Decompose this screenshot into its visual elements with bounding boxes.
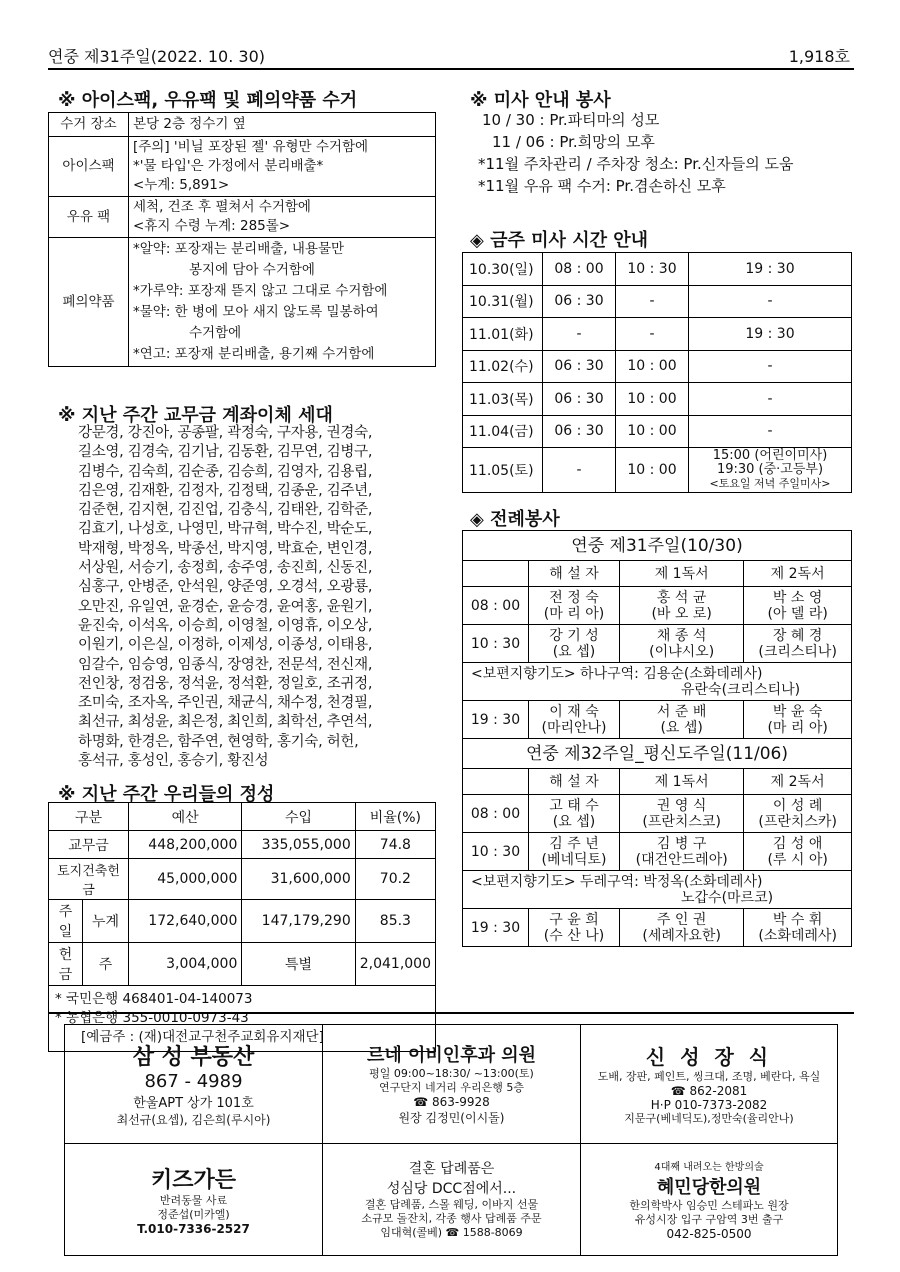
mass-date: 10.30(일) bbox=[463, 253, 543, 286]
ad-grid bbox=[64, 1024, 838, 1256]
ad-line: 소규모 돌잔치, 각종 행사 답례품 주문 bbox=[361, 1212, 542, 1226]
service-line: *11월 주차관리 / 주차장 청소: Pr.신자들의 도움 bbox=[478, 155, 794, 173]
server-name: 박 윤 숙 bbox=[772, 703, 823, 720]
page-header bbox=[48, 40, 854, 70]
mass-time: 10 : 00 bbox=[616, 448, 689, 493]
server-cell bbox=[529, 795, 620, 833]
name-line: 김은영, 김재환, 김정자, 김정택, 김종운, 김주년, bbox=[78, 482, 373, 499]
transfer-name-list bbox=[78, 424, 438, 771]
server-baptismal: (프란치스코) bbox=[642, 813, 721, 830]
mass-time: 10 : 00 bbox=[616, 415, 689, 448]
mass-row bbox=[463, 253, 852, 286]
mass-time-line: <토요일 저녁 주일미사> bbox=[709, 477, 831, 490]
server-name: 권 영 식 bbox=[656, 797, 707, 814]
server-baptismal: (마리안나) bbox=[541, 719, 607, 736]
blank-cell bbox=[463, 769, 529, 795]
ad-line: 유성시장 입구 구암역 3번 출구 bbox=[634, 1212, 784, 1226]
server-baptismal: (크리스티나) bbox=[758, 643, 837, 660]
col-header: 예산 bbox=[129, 803, 242, 831]
name-line: 윤진숙, 이석옥, 이승희, 이영철, 이영휴, 이오상, bbox=[78, 617, 373, 634]
ad-line: 평일 09:00~18:30/ ~13:00(토) bbox=[369, 1067, 534, 1081]
mass-date: 11.02(수) bbox=[463, 350, 543, 383]
table-row bbox=[49, 859, 436, 900]
ad-kids-garden bbox=[65, 1143, 323, 1255]
name-line: 서상원, 서승기, 송정희, 송주영, 송진희, 신동진, bbox=[78, 560, 373, 577]
ad-title: 키즈가든 bbox=[150, 1167, 236, 1193]
mass-time-line: 19:30 (중·고등부) bbox=[716, 462, 824, 477]
mass-time: - bbox=[689, 383, 852, 416]
blank-cell bbox=[463, 561, 529, 587]
special-label: 특별 bbox=[242, 943, 355, 986]
ad-phone: T.010-7336-2527 bbox=[137, 1221, 250, 1236]
mass-time: - bbox=[616, 318, 689, 351]
col-header: 비율(%) bbox=[355, 803, 435, 831]
ad-hyeminDang bbox=[581, 1143, 838, 1255]
special-amount: 2,041,000 bbox=[355, 943, 435, 986]
mass-time: - bbox=[689, 415, 852, 448]
name-line: 최선규, 최성윤, 최은정, 최인희, 최학선, 추연석, bbox=[78, 714, 373, 731]
mass-row bbox=[463, 415, 852, 448]
table-row bbox=[49, 943, 436, 986]
server-cell bbox=[620, 587, 744, 625]
ad-ent-clinic bbox=[323, 1025, 581, 1144]
row-content bbox=[129, 238, 436, 367]
table-row bbox=[463, 833, 852, 871]
server-cell bbox=[744, 909, 852, 947]
budget: 448,200,000 bbox=[129, 831, 242, 859]
budget: 45,000,000 bbox=[129, 859, 242, 900]
ad-line: 정준섭(미카엘) bbox=[157, 1207, 230, 1221]
line: 수거함에 bbox=[189, 325, 242, 341]
offering-title: ※ 지난 주간 우리들의 정성 bbox=[58, 784, 275, 805]
server-baptismal: (마 리 아) bbox=[543, 605, 605, 622]
server-cell bbox=[529, 701, 620, 739]
table-row bbox=[463, 587, 852, 625]
server-name: 이 재 숙 bbox=[549, 703, 599, 720]
name-line: 임갈수, 임승영, 임종식, 장영찬, 전문석, 전신재, bbox=[78, 656, 373, 673]
service-line: *11월 우유 팩 수거: Pr.겸손하신 모후 bbox=[478, 177, 726, 195]
prayer-row bbox=[463, 871, 852, 909]
col-header: 해 설 자 bbox=[529, 769, 620, 795]
row-content: 본당 2층 정수기 옆 bbox=[129, 113, 436, 137]
col-header-row bbox=[463, 561, 852, 587]
row-content bbox=[129, 197, 436, 238]
mass-time-table bbox=[462, 252, 852, 493]
server-baptismal: (프란치스카) bbox=[758, 813, 837, 830]
budget: 172,640,000 bbox=[129, 900, 242, 943]
server-name: 김 성 애 bbox=[772, 835, 823, 852]
week-title: 연중 제31주일(10/30) bbox=[463, 531, 852, 561]
server-baptismal: (바 오 로) bbox=[651, 605, 712, 622]
server-name: 채 종 석 bbox=[656, 627, 707, 644]
server-cell bbox=[744, 625, 852, 663]
mass-date: 10.31(월) bbox=[463, 285, 543, 318]
ad-line: 최선규(요셉), 김은희(루시아) bbox=[116, 1112, 271, 1127]
ad-line: 원장 김정민(이시돌) bbox=[398, 1111, 505, 1126]
ad-line: 한울APT 상가 101호 bbox=[133, 1095, 254, 1111]
col-header: 해 설 자 bbox=[529, 561, 620, 587]
server-name: 박 소 영 bbox=[772, 589, 823, 606]
name-line: 길소영, 김경숙, 김기남, 김동환, 김무연, 김병구, bbox=[78, 444, 373, 461]
name-line: 박재형, 박정옥, 박종선, 박지영, 박효순, 변인경, bbox=[78, 540, 373, 557]
server-name: 서 준 배 bbox=[656, 703, 707, 720]
line: *'물 타입'은 가정에서 분리배출* bbox=[133, 158, 324, 174]
line: 봉지에 담아 수거함에 bbox=[189, 262, 315, 278]
server-cell bbox=[620, 625, 744, 663]
server-cell bbox=[744, 833, 852, 871]
mass-time: 08 : 00 bbox=[543, 253, 616, 286]
ad-title: 신 성 장 식 bbox=[645, 1045, 773, 1070]
col-header-row bbox=[463, 769, 852, 795]
mass-row bbox=[463, 285, 852, 318]
prayer-row bbox=[463, 663, 852, 701]
mass-time: 08 : 00 bbox=[463, 587, 529, 625]
name-line: 하명화, 한경은, 함주연, 현영학, 홍기숙, 허헌, bbox=[78, 733, 359, 750]
icepack-table bbox=[48, 112, 436, 367]
server-name: 강 기 성 bbox=[549, 627, 599, 644]
mass-time: 06 : 30 bbox=[543, 350, 616, 383]
table-row bbox=[463, 701, 852, 739]
mass-time: 08 : 00 bbox=[463, 795, 529, 833]
server-baptismal: (이냐시오) bbox=[649, 643, 715, 660]
ad-line: 반려동물 사료 bbox=[159, 1193, 228, 1207]
ad-phone: ☎ 862-2081 bbox=[670, 1084, 748, 1099]
table-row bbox=[49, 113, 436, 137]
service-line: 10 / 30 : Pr.파티마의 성모 bbox=[482, 111, 660, 129]
mass-title: ◈ 금주 미사 시간 안내 bbox=[470, 230, 649, 251]
mass-time: - bbox=[616, 285, 689, 318]
mass-date: 11.01(화) bbox=[463, 318, 543, 351]
transfer-title: ※ 지난 주간 교무금 계좌이체 세대 bbox=[58, 405, 333, 426]
table-row bbox=[49, 137, 436, 197]
ad-realestate bbox=[65, 1025, 323, 1144]
mass-row bbox=[463, 383, 852, 416]
name-line: 오만진, 유일연, 윤경순, 윤승경, 윤여홍, 윤원기, bbox=[78, 598, 373, 615]
server-baptismal: (요 셉) bbox=[552, 813, 596, 830]
name-line: 김준현, 김지현, 김진업, 김충식, 김태완, 김학준, bbox=[78, 502, 373, 519]
ad-phone: H·P 010-7373-2082 bbox=[650, 1098, 768, 1113]
offering-table bbox=[48, 802, 436, 1052]
mass-time: - bbox=[543, 448, 616, 493]
mass-time: 10 : 00 bbox=[616, 383, 689, 416]
mass-date: 11.03(목) bbox=[463, 383, 543, 416]
ad-line: 결혼 답례품, 스몰 웨딩, 이바지 선물 bbox=[364, 1198, 539, 1212]
ad-title: 성심당 DCC점에서... bbox=[386, 1181, 517, 1198]
server-name: 전 정 숙 bbox=[549, 589, 599, 606]
mass-time: 10 : 00 bbox=[616, 350, 689, 383]
mass-time: 19 : 30 bbox=[689, 318, 852, 351]
service-line: 11 / 06 : Pr.희망의 모후 bbox=[492, 133, 655, 151]
server-baptismal: (대건안드레아) bbox=[635, 851, 728, 868]
server-name: 구 윤 희 bbox=[549, 911, 599, 928]
ad-title: 삼 성 부동산 bbox=[132, 1044, 255, 1070]
mass-time: 10 : 30 bbox=[616, 253, 689, 286]
server-baptismal: (루 시 아) bbox=[767, 851, 828, 868]
table-row bbox=[49, 831, 436, 859]
server-baptismal: (아 델 라) bbox=[767, 605, 828, 622]
ratio: 74.8 bbox=[355, 831, 435, 859]
table-row bbox=[49, 803, 436, 831]
ad-sungsimdang bbox=[323, 1143, 581, 1255]
server-name: 장 혜 경 bbox=[772, 627, 823, 644]
mass-time: 06 : 30 bbox=[543, 415, 616, 448]
row-label: 우유 팩 bbox=[49, 197, 129, 238]
server-cell bbox=[529, 587, 620, 625]
row-label: 아이스팩 bbox=[49, 137, 129, 197]
server-cell bbox=[744, 587, 852, 625]
ad-row bbox=[65, 1025, 838, 1144]
ad-subtitle: 4대째 내려오는 한방의술 bbox=[654, 1161, 764, 1173]
server-baptismal: (요 셉) bbox=[660, 719, 703, 736]
server-cell bbox=[620, 833, 744, 871]
issue-number: 1,918호 bbox=[788, 47, 850, 66]
week-header-row bbox=[463, 739, 852, 769]
mass-time: 10 : 30 bbox=[463, 625, 529, 663]
account-line: * 농협은행 355-0010-0973-43 bbox=[55, 1010, 249, 1026]
server-cell bbox=[620, 701, 744, 739]
ratio: 70.2 bbox=[355, 859, 435, 900]
name-line: 김효기, 나성호, 나영민, 박규혁, 박수진, 박순도, bbox=[78, 521, 373, 538]
prayer-line: <보편지향기도> 두레구역: 박정옥(소화데레사) bbox=[471, 873, 763, 890]
table-row bbox=[463, 909, 852, 947]
group-label: 주일 bbox=[49, 900, 83, 943]
line: [주의] '비닐 포장된 젤' 유형만 수거함에 bbox=[133, 139, 369, 155]
server-baptismal: (소화데레사) bbox=[758, 927, 837, 944]
server-baptismal: (베네딕토) bbox=[541, 851, 607, 868]
ad-phone: ☎ 863-9928 bbox=[413, 1095, 490, 1110]
server-cell bbox=[529, 909, 620, 947]
table-row bbox=[463, 795, 852, 833]
prayer-cell bbox=[463, 871, 852, 909]
server-name: 고 태 수 bbox=[549, 797, 599, 814]
server-baptismal: (요 셉) bbox=[552, 643, 596, 660]
server-name: 김 병 구 bbox=[656, 835, 707, 852]
service-list bbox=[478, 109, 858, 197]
mass-time: 19 : 30 bbox=[463, 909, 529, 947]
prayer-line: <보편지향기도> 하나구역: 김용순(소화데레사) bbox=[471, 665, 763, 682]
row-label: 수거 장소 bbox=[49, 113, 129, 137]
table-row bbox=[49, 900, 436, 943]
mass-row bbox=[463, 448, 852, 493]
prayer-line: 노갑수(마르코) bbox=[681, 889, 774, 906]
name-line: 조미숙, 조자옥, 주인권, 채균식, 채수정, 천경필, bbox=[78, 695, 373, 712]
name-line: 심홍구, 안병준, 안석원, 양준영, 오경석, 오광룡, bbox=[78, 579, 373, 596]
ratio: 85.3 bbox=[355, 900, 435, 943]
account-line: * 국민은행 468401-04-140073 bbox=[55, 991, 253, 1007]
liturgy-table bbox=[462, 530, 852, 947]
line: <누계: 5,891> bbox=[133, 177, 230, 193]
mass-time: - bbox=[543, 318, 616, 351]
ad-title: 혜민당한의원 bbox=[656, 1176, 762, 1198]
server-cell bbox=[620, 795, 744, 833]
week-header-row bbox=[463, 531, 852, 561]
income: 335,055,000 bbox=[242, 831, 355, 859]
liturgy-title: ◈ 전례봉사 bbox=[470, 509, 560, 530]
server-cell bbox=[529, 833, 620, 871]
week-title: 연중 제32주일_평신도주일(11/06) bbox=[463, 739, 852, 769]
server-baptismal: (세례자요한) bbox=[642, 927, 721, 944]
line: *물약: 한 병에 모아 새지 않도록 밀봉하여 bbox=[133, 304, 379, 320]
ad-line: 연구단지 네거리 우리은행 5층 bbox=[379, 1081, 524, 1095]
server-name: 홍 석 균 bbox=[656, 589, 707, 606]
server-cell bbox=[744, 795, 852, 833]
mass-time: 19 : 30 bbox=[689, 253, 852, 286]
mass-time-line: 15:00 (어린이미사) bbox=[712, 448, 828, 463]
server-cell bbox=[529, 625, 620, 663]
mass-time: 19 : 30 bbox=[463, 701, 529, 739]
icepack-title: ※ 아이스팩, 우유팩 및 폐의약품 수거 bbox=[58, 90, 358, 111]
mass-date: 11.04(금) bbox=[463, 415, 543, 448]
budget: 3,004,000 bbox=[129, 943, 242, 986]
ad-line: 한의학박사 임승민 스테파노 원장 bbox=[629, 1198, 789, 1212]
server-cell bbox=[620, 909, 744, 947]
mass-time bbox=[689, 448, 852, 493]
service-title: ※ 미사 안내 봉사 bbox=[470, 90, 611, 111]
issue-date: 연중 제31주일(2022. 10. 30) bbox=[48, 47, 265, 66]
col-header: 제 1독서 bbox=[620, 769, 744, 795]
col-header: 제 1독서 bbox=[620, 561, 744, 587]
category: 주 bbox=[83, 943, 129, 986]
table-row bbox=[49, 197, 436, 238]
ad-phone: 867 - 4989 bbox=[144, 1070, 243, 1092]
income: 147,179,290 bbox=[242, 900, 355, 943]
server-baptismal: (마 리 아) bbox=[767, 719, 828, 736]
mass-time: 10 : 30 bbox=[463, 833, 529, 871]
ad-title: 결혼 답례품은 bbox=[408, 1161, 495, 1178]
mass-date: 11.05(토) bbox=[463, 448, 543, 493]
ad-divider bbox=[48, 1012, 854, 1014]
col-header: 제 2독서 bbox=[744, 769, 852, 795]
line: *알약: 포장재는 분리배출, 내용물만 bbox=[133, 241, 345, 257]
col-header: 수입 bbox=[242, 803, 355, 831]
group-label: 헌금 bbox=[49, 943, 83, 986]
name-line: 전인창, 정검웅, 정석윤, 정석환, 정일호, 조귀정, bbox=[78, 675, 373, 692]
name-line: 홍석규, 홍성인, 홍승기, 황진성 bbox=[78, 753, 269, 770]
row-label: 폐의약품 bbox=[49, 238, 129, 367]
mass-row bbox=[463, 318, 852, 351]
ad-phone: 임대혁(콜베) ☎ 1588-8069 bbox=[380, 1226, 523, 1240]
table-row bbox=[463, 625, 852, 663]
name-line: 강문경, 강진아, 공종팔, 곽정숙, 구자용, 권경숙, bbox=[78, 425, 373, 441]
ad-line: 도배, 장판, 페인트, 씽크대, 조명, 베란다, 욕실 bbox=[597, 1070, 821, 1084]
category: 누계 bbox=[83, 900, 129, 943]
line: *연고: 포장재 분리배출, 용기째 수거함에 bbox=[133, 346, 375, 362]
mass-row bbox=[463, 350, 852, 383]
line: *가루약: 포장재 뜯지 않고 그대로 수거함에 bbox=[133, 283, 388, 299]
ad-phone: 042-825-0500 bbox=[666, 1226, 752, 1241]
category: 토지건축헌금 bbox=[49, 859, 129, 900]
income: 31,600,000 bbox=[242, 859, 355, 900]
ad-row bbox=[65, 1143, 838, 1255]
col-header: 제 2독서 bbox=[744, 561, 852, 587]
ad-interior bbox=[581, 1025, 838, 1144]
ad-line: 지문구(베네딕도),정만숙(율리안나) bbox=[624, 1112, 794, 1126]
ad-title: 르네 이비인후과 의원 bbox=[366, 1045, 537, 1067]
prayer-line: 유란숙(크리스티나) bbox=[681, 681, 801, 698]
server-name: 박 수 휘 bbox=[772, 911, 823, 928]
mass-time: 06 : 30 bbox=[543, 285, 616, 318]
prayer-cell bbox=[463, 663, 852, 701]
server-name: 주 인 권 bbox=[656, 911, 707, 928]
col-header: 구분 bbox=[49, 803, 129, 831]
table-row bbox=[49, 238, 436, 367]
mass-time: 06 : 30 bbox=[543, 383, 616, 416]
row-content bbox=[129, 137, 436, 197]
mass-time: - bbox=[689, 350, 852, 383]
server-name: 이 성 례 bbox=[772, 797, 823, 814]
name-line: 김병수, 김숙희, 김순종, 김승희, 김영자, 김용립, bbox=[78, 463, 373, 480]
server-baptismal: (수 산 나) bbox=[543, 927, 605, 944]
mass-time: - bbox=[689, 285, 852, 318]
server-cell bbox=[744, 701, 852, 739]
name-line: 이원기, 이은실, 이정하, 이제성, 이종성, 이태용, bbox=[78, 637, 373, 654]
server-name: 김 주 년 bbox=[549, 835, 599, 852]
account-holder: [예금주 : (재)대전교구천주교회유지재단] bbox=[81, 1029, 324, 1045]
line: 세척, 건조 후 펼쳐서 수거함에 bbox=[133, 199, 311, 215]
line: <휴지 수령 누계: 285롤> bbox=[133, 218, 291, 234]
category: 교무금 bbox=[49, 831, 129, 859]
